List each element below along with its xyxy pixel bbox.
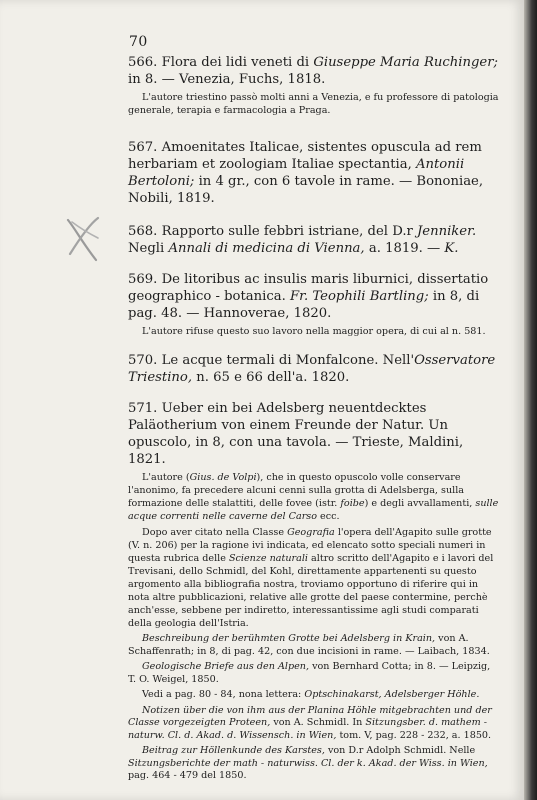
entry-author: Jenniker.: [417, 224, 477, 239]
bib-item: [128, 689, 500, 702]
bib-title: Geologische Briefe aus den Alpen,: [142, 661, 309, 672]
entry-title: Amoenitates Italicae, sistentes opuscula ad rem herbariam et zoologiam Italiae spectantia,: [128, 140, 482, 172]
pencil-x-mark: [60, 214, 106, 266]
entry-note: L'autore triestino passò molti anni a Venezia, e fu professore di patologia generale, terapia e farmacologia a Praga.: [128, 92, 499, 116]
entry-568: [128, 223, 500, 257]
note-text: Dopo aver citato nella Classe: [142, 527, 284, 538]
note-class: Geografia: [287, 527, 335, 538]
entry-number: 568.: [128, 224, 158, 239]
entry-details: in 4 gr., con 6 tavole in rame. — Bononiae, Nobili, 1819.: [128, 174, 484, 206]
note-term: foibe: [340, 498, 365, 509]
book-edge: [524, 0, 537, 800]
note-author: Gius. de Volpi: [189, 472, 257, 483]
entry-author: Giuseppe Maria Ruchinger;: [313, 55, 498, 70]
entry-number: 571.: [128, 401, 158, 416]
bibliography-content: [128, 54, 500, 783]
bib-item: [128, 745, 500, 783]
entry-571: [128, 400, 500, 468]
entry-note-context: [128, 526, 500, 630]
entry-566: [128, 54, 500, 88]
note-text: ) e degli avvallamenti,: [364, 498, 473, 509]
bib-details: Vedi a pag. 80 - 84, nona lettera:: [142, 689, 302, 700]
entry-signature: K.: [444, 241, 459, 256]
note-text: l'opera dell'Agapito sulle grotte (V. n. 206) per la ragione ivi indicata, ed elencato sotto speciali numeri in questa rubrica delle: [128, 527, 492, 564]
bib-details: von A. Schaffenrath; in 8, di pag. 42, con due incisioni in rame. — Laibach, 1834.: [128, 633, 490, 657]
note-text: ecc.: [320, 511, 340, 522]
bib-details: tom. V, pag. 228 - 232, a. 1850.: [339, 729, 492, 741]
page-number: 70: [129, 34, 148, 50]
bib-details: von Bernhard Cotta; in 8. — Leipzig, T. O. Weigel, 1850.: [128, 661, 491, 685]
entry-title: Flora dei lidi veneti di: [161, 55, 310, 70]
bib-details: pag. 464 - 479 del 1850.: [128, 770, 247, 781]
entry-number: 570.: [128, 353, 158, 368]
entry-journal: Osservatore Triestino,: [128, 353, 496, 385]
entry-title: Rapporto sulle febbri istriane, del D.r: [161, 224, 413, 239]
entry-570: [128, 352, 500, 386]
bib-journal: Sitzungsber. d. mathem - naturw. Cl. d. Akad. d. Wissensch. in Wien,: [128, 717, 488, 741]
entry-details: a. 1819. —: [368, 241, 441, 256]
entry-title: De litoribus ac insulis maris liburnici, dissertatio geographico - botanica.: [128, 272, 489, 304]
bib-details: von D.r Adolph Schmidl. Nelle: [327, 745, 476, 756]
entry-details: n. 65 e 66 dell'a. 1820.: [196, 370, 350, 385]
entry-author: Fr. Teophili Bartling;: [290, 289, 429, 304]
bib-title: Notizen über die von ihm aus der Planina Höhle mitgebrachten und der Classe vorgezeigten Proteen,: [128, 704, 492, 728]
note-text: ), che in questo opuscolo volle conservare l'anonimo, fa precedere alcuni cenni sulla grotta di Adelsberga, sulla formazione delle stalattiti, delle fovee (istr.: [128, 472, 464, 509]
entry-title: Ueber ein bei Adelsberg neuentdecktes Paläotherium von einem Freunde der Natur. Un opuscolo, in 8, con una tavola. — Trieste, Maldini, 1821.: [128, 401, 464, 467]
note-topic: sulle acque correnti nelle caverne del Carso: [128, 498, 499, 522]
entry-journal: Annali di medicina di Vienna,: [168, 241, 365, 256]
bib-journal: Sitzungsberichte der math - naturwiss. Cl. der k. Akad. der Wiss. in Wien,: [128, 757, 488, 769]
entry-number: 567.: [128, 140, 158, 155]
entry-note: L'autore rifuse questo suo lavoro nella maggior opera, di cui al n. 581.: [142, 326, 486, 337]
note-class: Scienze naturali: [228, 553, 308, 564]
entry-number: 566.: [128, 55, 158, 70]
entry-details: Negli: [128, 241, 165, 256]
entry-number: 569.: [128, 272, 158, 287]
bib-item: [128, 661, 500, 686]
bib-title: Beitrag zur Höllenkunde des Karstes,: [142, 745, 325, 756]
note-text: L'autore (: [142, 472, 190, 483]
entry-note-author: [128, 471, 500, 523]
entry-569: [128, 271, 500, 322]
bib-title: Optschinakarst, Adelsberger Höhle.: [304, 689, 480, 700]
entry-title: Le acque termali di Monfalcone. Nell': [161, 353, 415, 368]
entry-567: [128, 139, 500, 207]
note-text: altro scritto dell'Agapito e i lavori del Trevisani, dello Schmidl, del Kohl, direttamente appartenenti su questo argomento alla bibliografia nostra, troviamo opportuno di riferire qui in nota altre pubblicazioni, relative alle grotte del paese contermine, perchè anch'esse, sebbene per indiretto, interessantissime agli studi comparati della geologia dell'Istria.: [128, 553, 494, 629]
entry-details: in 8. — Venezia, Fuchs, 1818.: [128, 72, 326, 87]
bib-item: [128, 633, 500, 658]
entry-author: Antonii Bertoloni;: [128, 157, 465, 189]
bib-details: von A. Schmidl. In: [273, 717, 363, 728]
bib-title: Beschreibung der berühmten Grotte bei Adelsberg in Krain,: [142, 633, 436, 644]
entry-details: in 8, di pag. 48. — Hannoverae, 1820.: [128, 289, 480, 321]
bib-item: [128, 705, 500, 743]
